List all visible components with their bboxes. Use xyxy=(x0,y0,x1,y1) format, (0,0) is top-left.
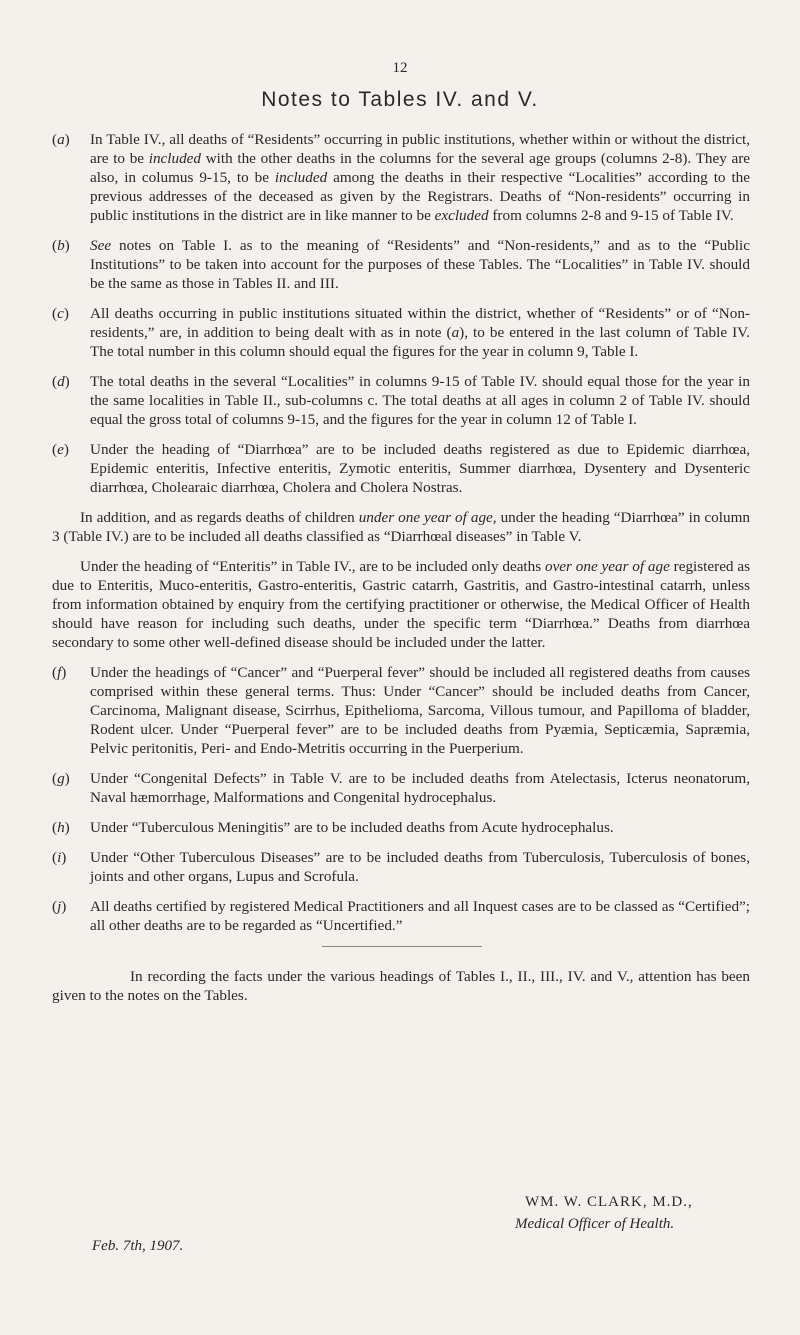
note-marker: (g) xyxy=(52,770,70,787)
note-marker: (i) xyxy=(52,849,67,866)
note-marker: (a) xyxy=(52,131,70,148)
notes-body xyxy=(52,130,750,1005)
note-e-paragraph-2: Under the heading of “Enteritis” in Table IV., are to be included only deaths over one year of age registered as due to Enteritis, Muco-enteritis, Gastro-enteritis, Gastric catarrh, Gastritis, and Gastro-intestinal catarrh, unless from information obtained by enquiry from the certifying practitioner or otherwise, the Medical Officer of Health should have reason for including such deaths, under the specific term “Diarrhœa.” Deaths from diarrhœa secondary to some other well-defined disease should be included under the latter. xyxy=(52,558,750,651)
signature-title: Medical Officer of Health. xyxy=(515,1216,675,1232)
note-f: (f) Under the headings of “Cancer” and “Puerperal fever” should be included all registered deaths from causes comprised within these general terms. Thus: Under “Cancer” should be included deaths from Cancer, Carcinoma, Malignant disease, Scirrhus, Epithelioma, Sarcoma, Villous tumour, and Papilloma of bladder, Rodent ulcer. Under “Puerperal fever” are to be included deaths from Pyæmia, Septicæmia, Sapræmia, Pelvic peritonitis, Peri- and Endo-Metritis occurring in the Puerperium. xyxy=(52,664,750,757)
note-a: (a) In Table IV., all deaths of “Residents” occurring in public institutions, whether within or without the district, are to be included with the other deaths in the columns for the several age groups (columns 2-8). They are also, in columus 9-15, to be included among the deaths in their respective “Localities” according to the previous addresses of the deceased as given by the Registrars. Deaths of “Non-residents” occurring in public institutions in the district are in like manner to be excluded from columns 2-8 and 9-15 of Table IV. xyxy=(52,131,751,224)
divider-rule xyxy=(322,946,482,947)
note-j: (j) All deaths certified by registered Medical Practitioners and all Inquest cases are to be classed as “Certified”; all other deaths are to be regarded as “Uncertified.” xyxy=(52,898,750,934)
note-d: (d) The total deaths in the several “Localities” in columns 9-15 of Table IV. should equal those for the year in the same localities in Table II., sub-columns c. The total deaths at all ages in column 2 of Table IV. should equal the gross total of columns 9-15, and the figures for the year in column 12 of Table I. xyxy=(52,373,750,428)
note-marker: (c) xyxy=(52,305,69,322)
note-marker: (f) xyxy=(52,664,67,681)
page-number: 12 xyxy=(392,60,408,76)
closing-paragraph: In recording the facts under the various headings of Tables I., II., III., IV. and V., attention has been given to the notes on the Tables. xyxy=(52,968,750,1004)
signature-date: Feb. 7th, 1907. xyxy=(92,1238,184,1254)
note-h: (h) Under “Tuberculous Meningitis” are to be included deaths from Acute hydrocephalus. xyxy=(52,819,614,836)
note-c: (c) All deaths occurring in public institutions situated within the district, whether of “Residents” or of “Non-residents,” are, in addition to being dealt with as in note (a), to be entered in the last column of Table IV. The total number in this column should equal the figures for the year in column 9, Table I. xyxy=(52,305,750,360)
page-title: Notes to Tables IV. and V. xyxy=(261,88,539,111)
note-marker: (b) xyxy=(52,237,70,254)
note-e-paragraph-1: In addition, and as regards deaths of children under one year of age, under the heading “Diarrhœa” in column 3 (Table IV.) are to be included all deaths classified as “Diarrhœal diseases” in Table V. xyxy=(52,509,750,545)
note-marker: (j) xyxy=(52,898,67,915)
note-e: (e) Under the heading of “Diarrhœa” are to be included deaths registered as due to Epidemic diarrhœa, Epidemic enteritis, Infective enteritis, Zymotic enteritis, Summer diarrhœa, Dysentery and Dysenteric diarrhœa, Cholearaic diarrhœa, Cholera and Cholera Nostras. xyxy=(52,441,750,496)
note-i: (i) Under “Other Tuberculous Diseases” are to be included deaths from Tuberculosis, Tuberculosis of bones, joints and other organs, Lupus and Scrofula. xyxy=(52,849,750,885)
note-marker: (e) xyxy=(52,441,69,458)
note-g: (g) Under “Congenital Defects” in Table V. are to be included deaths from Atelectasis, Icterus neonatorum, Naval hæmorrhage, Malformations and Congenital hydrocephalus. xyxy=(52,770,750,806)
note-marker: (d) xyxy=(52,373,70,390)
note-b: (b) See notes on Table I. as to the meaning of “Residents” and “Non-residents,” and as to the “Public Institutions” to be taken into account for the purposes of these Tables. The “Localities” in Table IV. should be the same as those in Tables II. and III. xyxy=(52,237,750,292)
note-marker: (h) xyxy=(52,819,70,836)
signature-name: WM. W. CLARK, M.D., xyxy=(525,1194,693,1210)
